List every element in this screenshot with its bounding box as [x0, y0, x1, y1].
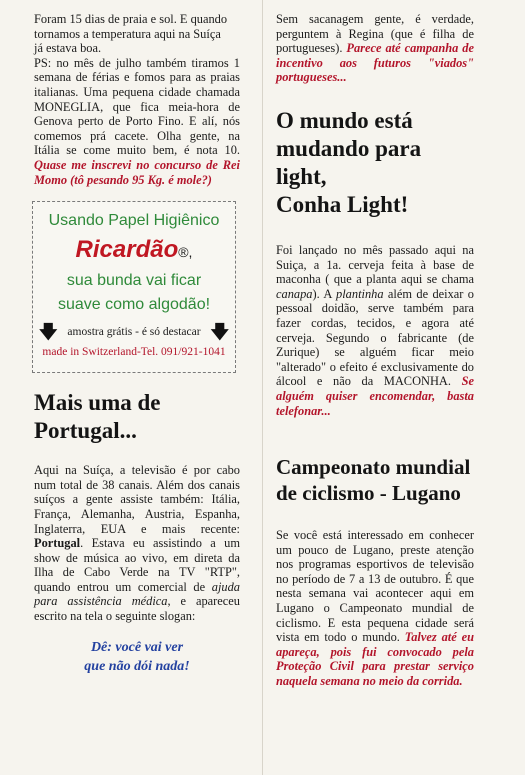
ad-brand-name: Ricardão	[75, 236, 179, 264]
left-column	[34, 12, 240, 676]
article-title-ciclismo	[276, 454, 474, 506]
title-line: mudando para light,	[276, 135, 422, 189]
body-text: Foi lançado no mês passado aqui na Suiça, a 1a. cerveja feita à base de maconha ( que a planta aqui se chama	[276, 242, 474, 287]
title-line: Conha Light!	[276, 191, 409, 217]
portugal-article-body	[34, 463, 240, 624]
article-title-conha-light	[276, 107, 474, 219]
body-italic: plantinha	[336, 286, 384, 301]
body-text: além de deixar o pessoal doidão, serve também para fazer cordas, tecidos, e agora até cerveja. Segundo o fabricante (de Zurique) se alguém ficar meio "alterado" o efeito é exclusivamente do álcool e não da MACONHA.	[276, 286, 474, 389]
ad-brand	[33, 236, 235, 264]
intro-line: tornamos a temperatura aqui na Suíça	[34, 26, 221, 41]
slogan-line: que não dói nada!	[84, 658, 190, 674]
slogan	[34, 638, 240, 676]
ad-sample-note: amostra grátis - é só destacar	[67, 326, 201, 339]
title-line: O mundo está	[276, 107, 413, 133]
red-note: Talvez até eu apareça, pois fui convocado pela Proteção Civil para prestar serviço naquela semana no meio da corrida.	[276, 630, 474, 689]
title-line: de ciclismo - Lugano	[276, 481, 461, 506]
body-text: Aqui na Suíça, a televisão é por cabo num total de 38 canais. Além dos canais suíços a gente assiste também: Itália, França, Alemanha, Austria, Espanha, Inglaterra, EUA e mais recente:	[34, 463, 240, 536]
body-italic: ajuda para assistência médica	[34, 579, 240, 609]
slogan-line: Dê: você vai ver	[90, 639, 184, 655]
body-text: , e apareceu escrito na tela o seguinte slogan:	[34, 594, 241, 624]
arrow-down-icon: 🡇	[210, 322, 229, 343]
right-column	[276, 12, 474, 689]
ad-line-3: sua bunda vai ficar	[66, 272, 202, 290]
ciclismo-article-body	[276, 528, 474, 689]
ps-text: PS: no mês de julho também tiramos 1 semana de férias e fomos para as praias italianas. Uma pequena cidade chamada MONEGLIA, que fica meia-hora de Genova perto de Porto Fino. E alí, nós comemos prá cacete. Olha gente, na Itália se come muito bem, é nota 10.	[34, 55, 240, 158]
conha-light-article-body	[276, 243, 474, 418]
body-text: Sem sacanagem gente, é verdade, perguntem à Regina (que é filha de portugueses).	[276, 12, 474, 56]
body-bold: Portugal	[34, 536, 81, 551]
ps-paragraph	[34, 56, 240, 187]
arrow-down-icon: 🡇	[39, 322, 58, 343]
red-note: Parece até campanha de incentivo aos futuros "viados" portugueses...	[276, 41, 474, 85]
red-note: Se alguém quiser encomendar, basta telefonar...	[276, 374, 474, 418]
continued-paragraph	[276, 12, 474, 85]
article-title-portugal	[34, 389, 240, 445]
toilet-paper-ad	[32, 201, 236, 373]
ad-made-in: made in Switzerland-Tel. 091/921-1041	[42, 346, 226, 359]
title-line: Mais uma de	[34, 390, 161, 416]
intro-line: já estava boa.	[34, 41, 102, 56]
body-text: Se você está interessado em conhecer um pouco de Lugano, preste atenção nos programas esportivos de televisão no período de 7 a 13 de outubro. É que nesta semana vai acontecer aqui em Lugano o Campeonato mundial de ciclismo. E esta pequena cidade será vista em todo o mundo.	[276, 528, 474, 645]
column-divider	[262, 0, 263, 775]
intro-line: Foram 15 dias de praia e sol. E quando	[34, 12, 228, 26]
title-line: Portugal...	[34, 418, 137, 444]
body-text: ). A	[312, 286, 337, 301]
title-line: Campeonato mundial	[276, 455, 471, 480]
ps-red-note: Quase me inscrevi no concurso de Rei Momo (tô pesando 95 Kg. é mole?)	[34, 157, 240, 187]
intro-paragraph	[34, 12, 240, 56]
ad-line-1: Usando Papel Higiênico	[48, 212, 220, 230]
body-italic: canapa	[276, 286, 313, 301]
ad-line-4: suave como algodão!	[57, 296, 211, 314]
registered-mark: ®,	[178, 244, 193, 261]
body-text: . Estava eu assistindo a um show de música ao vivo, em direta da Ilha de Cabo Verde na TV "RTP", quando entrou um comercial de	[34, 536, 240, 594]
